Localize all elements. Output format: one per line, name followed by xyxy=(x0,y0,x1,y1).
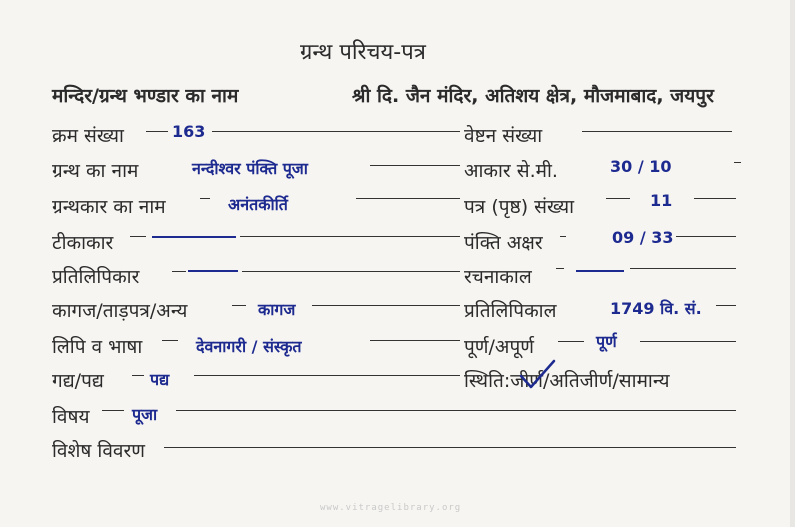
gadya-line-b xyxy=(194,375,460,376)
lipi-line-a xyxy=(162,340,178,341)
aakar-line xyxy=(734,162,741,163)
vishay-line-b xyxy=(176,410,736,411)
vishay-label: विषय xyxy=(52,406,90,428)
patra-line-b xyxy=(694,198,736,199)
pankti-line-a xyxy=(560,236,566,237)
pankti-label: पंक्ति अक्षर xyxy=(464,232,543,254)
purn-line-b xyxy=(640,341,736,342)
sthiti-label: स्थिति:जीर्ण/अतिजीर्ण/सामान्य xyxy=(464,370,670,392)
tikakar-blank-dash xyxy=(152,236,236,238)
kram-line-b xyxy=(212,131,460,132)
kagaj-value: कागज xyxy=(258,300,296,319)
pratilipikal-line xyxy=(716,305,736,306)
rachnakal-line-b xyxy=(630,268,736,269)
kram-value: 163 xyxy=(172,122,206,141)
granthkar-label: ग्रन्थकार का नाम xyxy=(52,196,166,218)
tikakar-line-b xyxy=(240,236,460,237)
lipi-line-b xyxy=(370,340,460,341)
lipi-label: लिपि व भाषा xyxy=(52,336,143,358)
pratilipikar-label: प्रतिलिपिकार xyxy=(52,266,140,288)
mandir-value: श्री दि. जैन मंदिर, अतिशय क्षेत्र, मौजमाबाद, जयपुर xyxy=(352,85,714,107)
vishesh-label: विशेष विवरण xyxy=(52,440,145,462)
tikakar-label: टीकाकार xyxy=(52,232,114,254)
rachnakal-line-a xyxy=(556,268,564,269)
purn-line-a xyxy=(558,341,584,342)
veshtan-label: वेष्टन संख्या xyxy=(464,125,543,147)
rachnakal-blank-dash xyxy=(576,270,624,272)
kram-label: क्रम संख्या xyxy=(52,125,124,147)
card-right-edge xyxy=(790,0,795,527)
pratilipikar-line-b xyxy=(242,271,460,272)
granth-label: ग्रन्थ का नाम xyxy=(52,160,139,182)
lipi-value: देवनागरी / संस्कृत xyxy=(196,337,302,356)
aakar-label: आकार से.मी. xyxy=(464,160,558,182)
veshtan-line xyxy=(582,131,732,132)
pankti-value: 09 / 33 xyxy=(612,228,674,247)
pratilipikal-value: 1749 वि. सं. xyxy=(610,299,702,318)
mandir-label: मन्दिर/ग्रन्थ भण्डार का नाम xyxy=(52,85,239,107)
pratilipikar-line-a xyxy=(172,271,186,272)
kagaj-line-b xyxy=(312,305,460,306)
gadya-value: पद्य xyxy=(150,370,170,389)
pratilipikar-blank-dash xyxy=(188,270,238,272)
kram-line-a xyxy=(146,131,168,132)
vishay-value: पूजा xyxy=(132,405,158,424)
tikakar-line-a xyxy=(130,236,146,237)
purn-value: पूर्ण xyxy=(596,332,617,351)
granthkar-line-a xyxy=(200,198,210,199)
aakar-value: 30 / 10 xyxy=(610,157,672,176)
kagaj-line-a xyxy=(232,305,246,306)
gadya-label: गद्य/पद्य xyxy=(52,370,104,392)
kagaj-label: कागज/ताड़पत्र/अन्य xyxy=(52,300,188,322)
granth-line xyxy=(370,165,460,166)
pratilipikal-label: प्रतिलिपिकाल xyxy=(464,300,557,322)
pankti-line-b xyxy=(676,236,736,237)
purn-label: पूर्ण/अपूर्ण xyxy=(464,336,534,358)
rachnakal-label: रचनाकाल xyxy=(464,266,532,288)
patra-label: पत्र (पृष्ठ) संख्या xyxy=(464,196,575,218)
vishesh-line xyxy=(164,447,736,448)
granth-value: नन्दीश्वर पंक्ति पूजा xyxy=(192,159,308,178)
watermark: www.vitragelibrary.org xyxy=(320,503,462,513)
vishay-line-a xyxy=(102,410,124,411)
granthkar-line-b xyxy=(356,198,460,199)
patra-line-a xyxy=(606,198,630,199)
tick-mark-icon xyxy=(518,358,558,392)
patra-value: 11 xyxy=(650,191,673,210)
granthkar-value: अनंतकीर्ति xyxy=(228,195,288,214)
gadya-line-a xyxy=(132,375,144,376)
card-title: ग्रन्थ परिचय-पत्र xyxy=(300,40,426,65)
